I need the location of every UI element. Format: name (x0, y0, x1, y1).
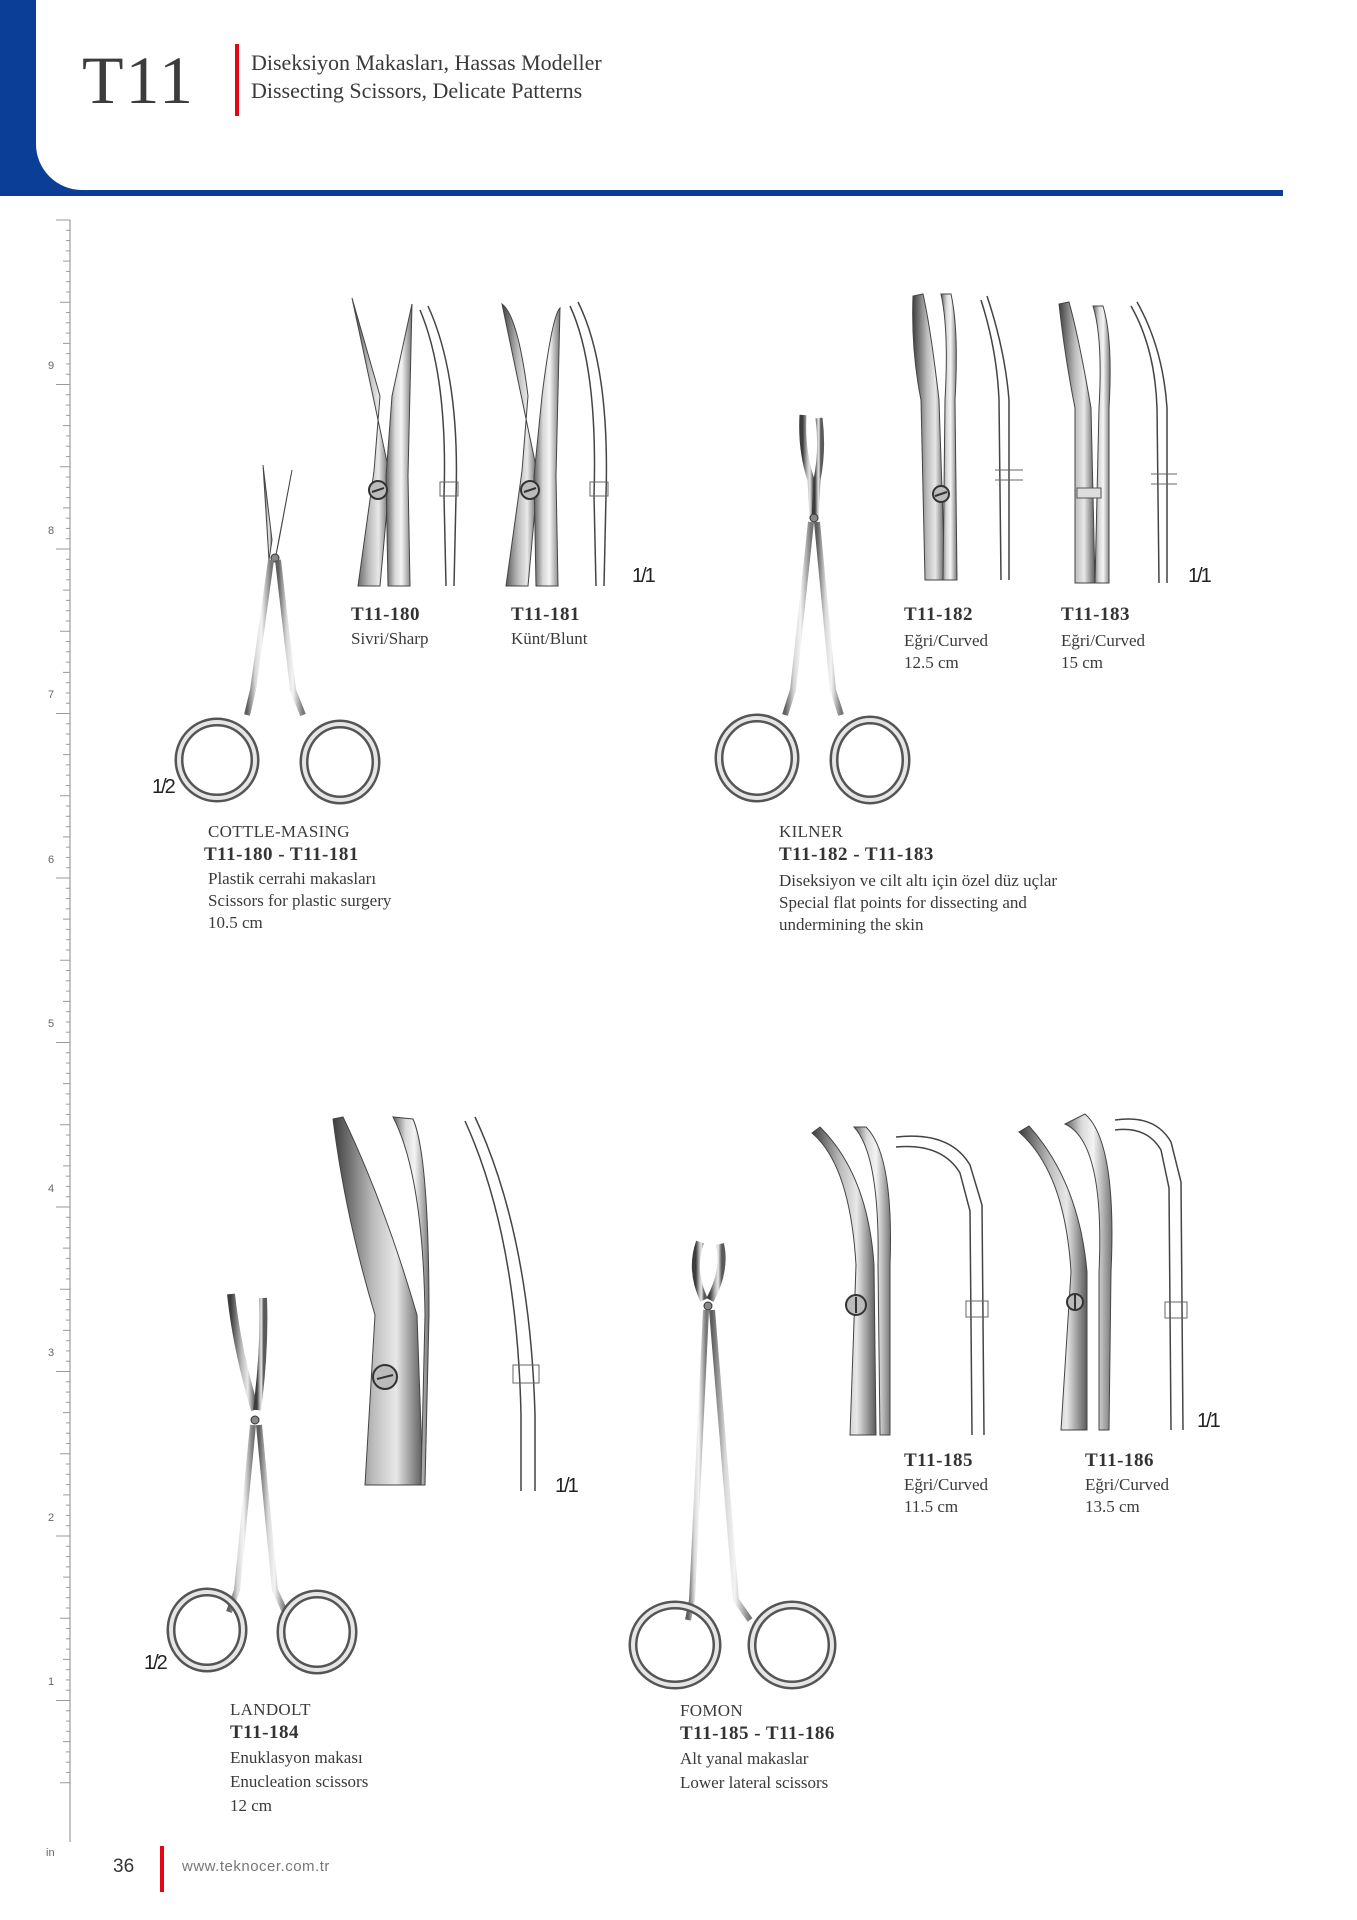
product-desc-tr-kilner: Diseksiyon ve cilt altı için özel düz uçlar (779, 871, 1058, 890)
inch-ruler (42, 220, 82, 1859)
product-name-landolt: LANDOLT (230, 1700, 311, 1719)
scale-label-kilner-detail: 1/1 (1188, 565, 1210, 587)
ruler-label: 5 (48, 1018, 55, 1030)
product-desc-tr-landolt: Enuklasyon makası (230, 1748, 363, 1767)
kilner-scissors-image (715, 410, 915, 810)
scale-label-landolt-detail: 1/1 (555, 1475, 577, 1497)
scale-label-fomon-detail: 1/1 (1197, 1410, 1219, 1432)
ruler-unit-label: in (46, 1847, 55, 1859)
variant-label-t11-185: Eğri/Curved (904, 1475, 989, 1494)
t11-180-blade-image (350, 296, 475, 586)
product-desc-en-kilner-2: undermining the skin (779, 915, 924, 934)
t11-181-blade-image (498, 296, 623, 586)
product-size-landolt: 12 cm (230, 1796, 273, 1815)
product-codes-kilner: T11-182 - T11-183 (779, 844, 934, 865)
t11-186-blade-image (1015, 1112, 1215, 1432)
scale-label-cottle-detail: 1/1 (632, 565, 654, 587)
footer-divider (160, 1846, 164, 1892)
ruler-label: 4 (48, 1183, 55, 1195)
header-divider (235, 44, 239, 116)
scale-label-cottle: 1/2 (152, 776, 174, 798)
header-panel (36, 0, 1283, 190)
product-desc-tr-cottle: Plastik cerrahi makasları (208, 869, 377, 888)
ruler-label: 3 (48, 1347, 55, 1359)
variant-label-t11-183: Eğri/Curved (1061, 631, 1146, 650)
fomon-scissors-image (620, 1240, 840, 1690)
ruler-label: 2 (48, 1512, 55, 1524)
variant-code-t11-182: T11-182 (904, 604, 973, 625)
website-url: www.teknocer.com.tr (182, 1858, 330, 1875)
variant-size-t11-183: 15 cm (1061, 653, 1104, 672)
product-codes-landolt: T11-184 (230, 1722, 299, 1743)
variant-code-t11-183: T11-183 (1061, 604, 1130, 625)
product-desc-tr-fomon: Alt yanal makaslar (680, 1749, 809, 1768)
variant-label-t11-181: Künt/Blunt (511, 629, 588, 648)
t11-183-blade-image (1055, 298, 1185, 588)
product-name-cottle: COTTLE-MASING (208, 822, 350, 841)
product-codes-cottle: T11-180 - T11-181 (204, 844, 359, 865)
product-desc-en-cottle: Scissors for plastic surgery (208, 891, 392, 910)
product-desc-en-kilner-1: Special flat points for dissecting and (779, 893, 1027, 912)
product-codes-fomon: T11-185 - T11-186 (680, 1723, 835, 1744)
ruler-label: 7 (48, 689, 55, 701)
product-size-cottle: 10.5 cm (208, 913, 263, 932)
landolt-scissors-image (165, 1290, 365, 1670)
variant-code-t11-180: T11-180 (351, 604, 420, 625)
variant-size-t11-186: 13.5 cm (1085, 1497, 1140, 1516)
section-code: T11 (82, 42, 196, 118)
ruler-label: 8 (48, 525, 55, 537)
product-name-kilner: KILNER (779, 822, 844, 841)
variant-size-t11-182: 12.5 cm (904, 653, 959, 672)
section-title-en: Dissecting Scissors, Delicate Patterns (251, 78, 583, 103)
product-desc-en-landolt: Enucleation scissors (230, 1772, 369, 1791)
page-number: 36 (113, 1856, 135, 1877)
variant-size-t11-185: 11.5 cm (904, 1497, 959, 1516)
product-desc-en-fomon: Lower lateral scissors (680, 1773, 829, 1792)
variant-label-t11-180: Sivri/Sharp (351, 629, 429, 648)
variant-label-t11-186: Eğri/Curved (1085, 1475, 1170, 1494)
ruler-label: 6 (48, 854, 55, 866)
variant-code-t11-181: T11-181 (511, 604, 580, 625)
variant-label-t11-182: Eğri/Curved (904, 631, 989, 650)
scale-label-landolt: 1/2 (144, 1652, 166, 1674)
variant-code-t11-186: T11-186 (1085, 1450, 1154, 1471)
variant-code-t11-185: T11-185 (904, 1450, 973, 1471)
t11-185-blade-image (810, 1125, 1010, 1435)
product-name-fomon: FOMON (680, 1701, 743, 1720)
t11-182-blade-image (905, 290, 1035, 585)
ruler-label: 1 (48, 1676, 55, 1688)
ruler-label: 9 (48, 360, 55, 372)
section-title-tr: Diseksiyon Makasları, Hassas Modeller (251, 50, 602, 75)
